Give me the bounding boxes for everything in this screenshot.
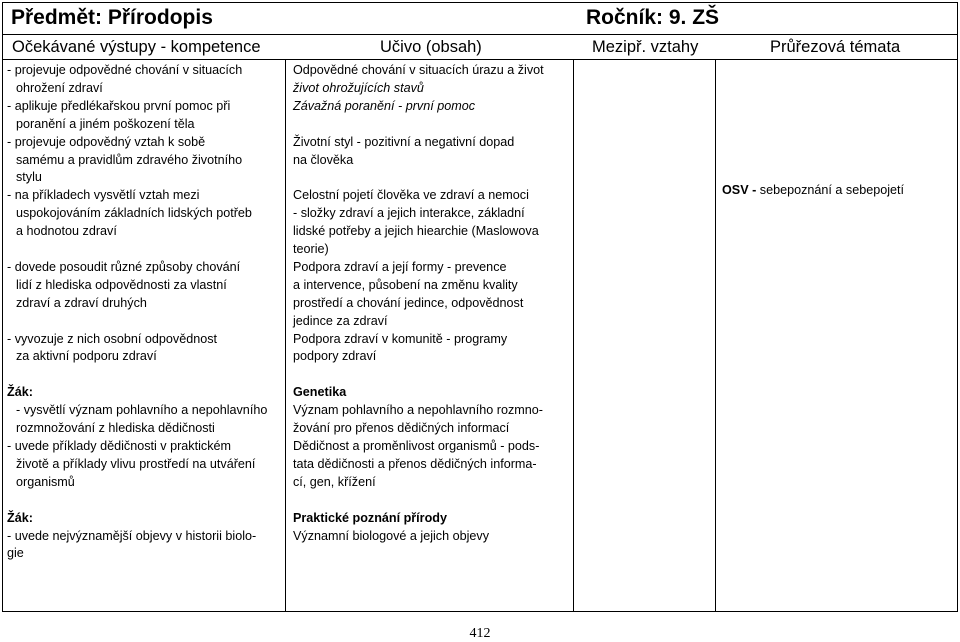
text-line: Podpora zdraví a její formy - prevence (293, 259, 507, 274)
text-line: - uvede nejvýznamější objevy v historii biolo- (7, 528, 257, 543)
col-header-outcomes: Očekávané výstupy - kompetence (12, 38, 261, 56)
text-line: - aplikuje předlékařskou první pomoc při (7, 98, 231, 113)
text-line: - na příkladech vysvětlí vztah mezi (7, 188, 200, 203)
cross-curricular-theme (722, 182, 904, 200)
column-divider (573, 60, 574, 612)
page-number: 412 (469, 626, 491, 641)
text-line: a intervence, působení na změnu kvality (293, 277, 518, 292)
text-line (7, 492, 267, 510)
column-divider (285, 60, 286, 612)
text-line: organismů (16, 474, 75, 489)
text-line: na člověka (293, 152, 354, 167)
text-line: Závažná poranění - první pomoc (293, 98, 476, 113)
text-line: tata dědičnosti a přenos dědičných informa- (293, 456, 537, 471)
text-line: stylu (16, 170, 42, 185)
text-line: Žák: (7, 385, 33, 400)
text-line: samému a pravidlům zdravého životního (16, 152, 243, 167)
col-header-themes: Průřezová témata (770, 38, 901, 56)
text-line: a hodnotou zdraví (16, 224, 117, 239)
text-line: - projevuje odpovědné chování v situacích (7, 63, 243, 77)
text-line: jedince za zdraví (293, 313, 388, 328)
text-line: Dědičnost a proměnlivost organismů - pods- (293, 438, 540, 453)
header-row (2, 2, 958, 35)
text-line: teorie) (293, 242, 329, 257)
col-header-relations: Mezipř. vztahy (592, 38, 699, 56)
subject-title: Předmět: Přírodopis (11, 6, 213, 29)
text-line: Žák: (7, 510, 33, 525)
curriculum-column (293, 62, 544, 545)
text-line: - vysvětlí význam pohlavního a nepohlavního (16, 403, 268, 418)
text-line (293, 366, 544, 384)
outcomes-column (7, 62, 267, 563)
text-line: - uvede příklady dědičnosti v praktickém (7, 438, 231, 453)
text-line: gie (7, 546, 24, 561)
text-line: - vyvozuje z nich osobní odpovědnost (7, 331, 218, 346)
text-line: Celostní pojetí člověka ve zdraví a nemoci (293, 188, 529, 203)
text-line: rozmnožování z hlediska dědičnosti (16, 421, 215, 436)
text-line: za aktivní podporu zdraví (16, 349, 157, 364)
text-line: Životní styl - pozitivní a negativní dopad (293, 134, 515, 149)
text-line: - projevuje odpovědný vztah k sobě (7, 134, 206, 149)
text-line (7, 313, 267, 331)
text-line: podpory zdraví (293, 349, 377, 364)
text-line: Odpovědné chování v situacích úrazu a život (293, 63, 544, 77)
text-line: životě a příklady vlivu prostředí na utváření (16, 456, 256, 471)
text-line: Praktické poznání přírody (293, 510, 447, 525)
text-line: - složky zdraví a jejich interakce, základní (293, 206, 525, 221)
text-line: Podpora zdraví v komunitě - programy (293, 331, 508, 346)
text-line: ohrožení zdraví (16, 80, 103, 95)
text-line: lidí z hlediska odpovědnosti za vlastní (16, 277, 227, 292)
text-line (293, 169, 544, 187)
text-line: lidské potřeby a jejich hiearchie (Maslowova (293, 224, 539, 239)
text-line: Významní biologové a jejich objevy (293, 528, 490, 543)
column-divider (715, 60, 716, 612)
grade-title: Ročník: 9. ZŠ (586, 6, 720, 29)
text-line: Genetika (293, 385, 347, 400)
text-line: žování pro přenos dědičných informací (293, 421, 510, 436)
text-line: - dovede posoudit různé způsoby chování (7, 259, 241, 274)
text-line (7, 366, 267, 384)
text-line (293, 116, 544, 134)
text-line: zdraví a zdraví druhých (16, 295, 147, 310)
text-line: poranění a jiném poškození těla (16, 116, 195, 131)
theme-text: sebepoznání a sebepojetí (756, 183, 905, 197)
text-line (293, 492, 544, 510)
text-line: život ohrožujících stavů (293, 80, 424, 95)
theme-code: OSV - (722, 183, 757, 197)
text-line: uspokojováním základních lidských potřeb (16, 206, 252, 221)
text-line: prostředí a chování jedince, odpovědnost (293, 295, 524, 310)
text-line: Význam pohlavního a nepohlavního rozmno- (293, 403, 543, 418)
text-line (7, 241, 267, 259)
col-header-curriculum: Učivo (obsah) (380, 38, 482, 56)
column-header-row (2, 35, 958, 60)
text-line: cí, gen, křížení (293, 474, 376, 489)
